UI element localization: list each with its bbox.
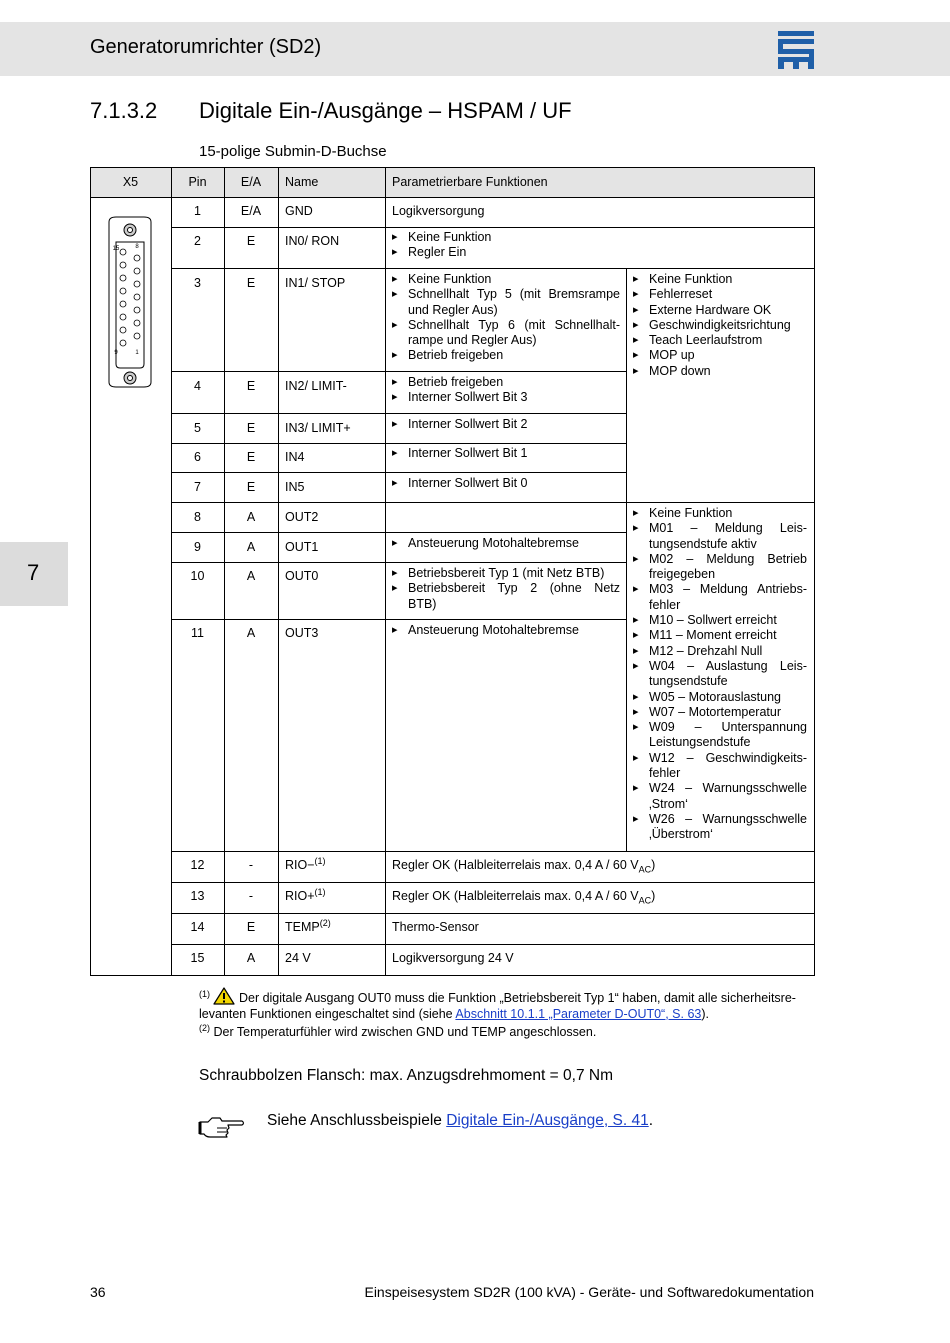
row-2-name: IN0/ RON bbox=[285, 234, 340, 248]
row-5-ea: E bbox=[246, 421, 256, 435]
footnote-1-link[interactable]: Abschnitt 10.1.1 „Parameter D-OUT0“, S. 63 bbox=[455, 1006, 702, 1021]
list-item: ▸ Keine Funktion bbox=[631, 272, 809, 287]
row-7-ea: E bbox=[246, 480, 256, 494]
row-13-ea: - bbox=[248, 889, 254, 903]
row-8-name: OUT2 bbox=[285, 510, 319, 524]
list-item: ▸ Keine Funktion bbox=[390, 272, 620, 287]
list-item-cont: freigegeben bbox=[649, 567, 716, 582]
row-11-pin: 11 bbox=[191, 626, 204, 640]
row-9-name: OUT1 bbox=[285, 540, 319, 554]
row-7-name: IN5 bbox=[285, 480, 305, 494]
list-item: ▸ Regler Ein bbox=[390, 245, 620, 260]
list-item: ▸ Keine Funktion bbox=[390, 230, 620, 245]
header-title: Generatorumrichter (SD2) bbox=[90, 36, 322, 58]
list-item: ▸ M02 – Meldung Betrieb bbox=[631, 552, 807, 567]
list-item: ▸ W12 – Geschwindigkeits- bbox=[631, 751, 807, 766]
connector-pin-label: 8 bbox=[135, 244, 139, 250]
row-6-func-list bbox=[390, 446, 620, 461]
row-3-pin: 3 bbox=[194, 276, 201, 290]
list-item: ▸ W07 – Motortemperatur bbox=[631, 705, 807, 720]
list-item: ▸ W24 – Warnungsschwelle bbox=[631, 781, 807, 796]
row-4-pin: 4 bbox=[194, 379, 201, 393]
list-item: ▸ W09 – Unterspannung bbox=[631, 720, 807, 735]
connector-pin-label: 9 bbox=[114, 350, 118, 356]
row-4-name: IN2/ LIMIT- bbox=[285, 379, 347, 393]
list-item: ▸ M10 – Sollwert erreicht bbox=[631, 613, 807, 628]
list-item: ▸ Interner Sollwert Bit 2 bbox=[390, 417, 620, 432]
row-15-name: 24 V bbox=[285, 951, 311, 965]
see-also-link[interactable]: Digitale Ein-/Ausgänge, S. 41 bbox=[446, 1112, 649, 1129]
row-1-func: Logikversorgung bbox=[392, 204, 485, 218]
list-item: ▸ W26 – Warnungsschwelle bbox=[631, 812, 807, 827]
page-header bbox=[0, 22, 950, 76]
row-14-ea: E bbox=[246, 920, 256, 934]
list-item: ▸ M01 – Meldung Leis- bbox=[631, 521, 807, 536]
row-14-name: TEMP$^{(2)}$ bbox=[285, 917, 331, 934]
row-11-name: OUT3 bbox=[285, 626, 319, 640]
row-4-ea: E bbox=[246, 379, 256, 393]
row-13-pin: 13 bbox=[190, 889, 205, 903]
row-3-func-list bbox=[390, 272, 620, 364]
row-15-pin: 15 bbox=[190, 951, 205, 965]
page-number: 36 bbox=[90, 1284, 106, 1300]
list-item: ▸ Interner Sollwert Bit 1 bbox=[390, 446, 620, 461]
list-item-cont: ‚Strom‘ bbox=[649, 796, 688, 811]
pointing-hand-icon bbox=[198, 1114, 246, 1140]
list-item: ▸ Interner Sollwert Bit 0 bbox=[390, 476, 620, 491]
input-group-func-list bbox=[631, 272, 809, 379]
list-item: ▸ Interner Sollwert Bit 3 bbox=[390, 390, 620, 405]
list-item: ▸ Betrieb freigeben bbox=[390, 348, 620, 363]
list-item: ▸ Betrieb freigeben bbox=[390, 375, 620, 390]
list-item-cont: und Regler Aus) bbox=[408, 302, 498, 317]
footnote-1-marker: (1) bbox=[199, 988, 210, 999]
connector-icon bbox=[106, 214, 156, 394]
row-10-pin: 10 bbox=[190, 569, 205, 583]
footnote-2 bbox=[199, 1022, 597, 1041]
row-14-pin: 14 bbox=[190, 920, 205, 934]
header-functions: Parametrierbare Funktionen bbox=[392, 175, 548, 189]
row-3-name: IN1/ STOP bbox=[285, 276, 346, 290]
row-15-func: Logikversorgung 24 V bbox=[392, 951, 514, 965]
list-item-cont: fehler bbox=[649, 766, 681, 781]
warning-icon bbox=[213, 987, 235, 1005]
connector-pin-label: 15 bbox=[112, 246, 120, 252]
row-5-pin: 5 bbox=[194, 421, 201, 435]
row-9-func-list bbox=[390, 536, 620, 551]
output-group-func-list bbox=[631, 506, 807, 843]
row-5-func-list bbox=[390, 417, 620, 432]
list-item: ▸ Keine Funktion bbox=[631, 506, 807, 521]
list-item-cont: fehler bbox=[649, 597, 681, 612]
footnote-2-marker: (2) bbox=[199, 1022, 210, 1033]
row-6-ea: E bbox=[246, 450, 256, 464]
footnote-2-text: Der Temperaturfühler wird zwischen GND und TEMP angeschlossen. bbox=[213, 1025, 597, 1039]
row-1-ea: E/A bbox=[240, 204, 262, 218]
section-number: 7.1.3.2 bbox=[90, 98, 158, 123]
row-2-pin: 2 bbox=[194, 234, 201, 248]
row-13-func: Regler OK (Halbleiterrelais max. 0,4 A / 60 $V_{AC}$) bbox=[392, 889, 656, 906]
row-2-func-list bbox=[390, 230, 620, 261]
pin-table bbox=[90, 167, 815, 976]
list-item: ▸ Betriebsbereit Typ 2 (ohne Netz bbox=[390, 581, 620, 596]
row-7-pin: 7 bbox=[194, 480, 201, 494]
row-7-func-list bbox=[390, 476, 620, 491]
list-item: ▸ Fehlerreset bbox=[631, 287, 809, 302]
row-1-name: GND bbox=[285, 204, 313, 218]
header-x5: X5 bbox=[122, 175, 139, 189]
header-name: Name bbox=[285, 175, 319, 189]
list-item: ▸ Schnellhalt Typ 5 (mit Bremsrampe bbox=[390, 287, 620, 302]
footnote-1: $^{(1)}$ Der digitale Ausgang OUT0 muss die Funktion „Betriebsbereit Typ 1“ haben, damit alle sicherheitsre- levanten Funktionen eingeschaltet sind (siehe Abschnitt 10.1.1 „Parameter D-OUT0“, S. 63). bbox=[199, 988, 796, 1021]
list-item: ▸ Teach Leerlaufstrom bbox=[631, 333, 809, 348]
row-12-name: RIO−$^{(1)}$ bbox=[285, 855, 326, 872]
list-item-cont: Leistungsendstufe bbox=[649, 735, 751, 750]
torque-note: Schraubbolzen Flansch: max. Anzugsdrehmoment = 0,7 Nm bbox=[199, 1067, 613, 1084]
row-2-ea: E bbox=[246, 234, 256, 248]
row-11-func-list bbox=[390, 623, 620, 638]
list-item: ▸ W05 – Motorauslastung bbox=[631, 690, 807, 705]
row-15-ea: A bbox=[246, 951, 256, 965]
row-5-name: IN3/ LIMIT+ bbox=[285, 421, 351, 435]
subheading: 15-polige Submin-D-Buchse bbox=[199, 143, 387, 160]
chapter-tab bbox=[0, 542, 68, 606]
row-10-func-list bbox=[390, 566, 620, 612]
row-12-func: Regler OK (Halbleiterrelais max. 0,4 A / 60 $V_{AC}$) bbox=[392, 858, 656, 875]
section-title: Digitale Ein-/Ausgänge – HSPAM / UF bbox=[199, 98, 572, 123]
list-item: ▸ MOP down bbox=[631, 364, 809, 379]
list-item-cont: BTB) bbox=[408, 596, 437, 611]
list-item: ▸ W04 – Auslastung Leis- bbox=[631, 659, 807, 674]
list-item: ▸ Geschwindigkeitsrichtung bbox=[631, 318, 809, 333]
list-item: ▸ Ansteuerung Motohaltebremse bbox=[390, 623, 620, 638]
list-item: ▸ MOP up bbox=[631, 348, 809, 363]
row-11-ea: A bbox=[246, 626, 256, 640]
list-item-cont: tungsendstufe aktiv bbox=[649, 536, 757, 551]
row-9-ea: A bbox=[246, 540, 256, 554]
row-14-func: Thermo-Sensor bbox=[392, 920, 479, 934]
list-item-cont: rampe und Regler Aus) bbox=[408, 333, 537, 348]
footer-doc-title: Einspeisesystem SD2R (100 kVA) - Geräte- und Softwaredokumentation bbox=[364, 1284, 814, 1300]
row-3-ea: E bbox=[246, 276, 256, 290]
list-item: ▸ M11 – Moment erreicht bbox=[631, 628, 807, 643]
list-item: ▸ Schnellhalt Typ 6 (mit Schnellhalt- bbox=[390, 318, 620, 333]
row-8-ea: A bbox=[246, 510, 256, 524]
list-item: ▸ Ansteuerung Motohaltebremse bbox=[390, 536, 620, 551]
row-10-name: OUT0 bbox=[285, 569, 319, 583]
row-12-pin: 12 bbox=[190, 858, 205, 872]
row-13-name: RIO+$^{(1)}$ bbox=[285, 886, 326, 903]
row-9-pin: 9 bbox=[194, 540, 201, 554]
row-12-ea: - bbox=[248, 858, 254, 872]
row-6-name: IN4 bbox=[285, 450, 305, 464]
list-item-cont: ‚Überstrom‘ bbox=[649, 827, 713, 842]
header-pin: Pin bbox=[188, 175, 207, 189]
list-item: ▸ Betriebsbereit Typ 1 (mit Netz BTB) bbox=[390, 566, 620, 581]
list-item: ▸ M12 – Drehzahl Null bbox=[631, 644, 807, 659]
row-8-pin: 8 bbox=[194, 510, 201, 524]
row-4-func-list bbox=[390, 375, 620, 406]
footnote-1-text: Der digitale Ausgang OUT0 muss die Funktion „Betriebsbereit Typ 1“ haben, damit alle sicherheitsre- bbox=[238, 991, 796, 1005]
row-1-pin: 1 bbox=[194, 204, 201, 218]
chapter-tab-label: 7 bbox=[27, 560, 40, 585]
list-item: ▸ M03 – Meldung Antriebs- bbox=[631, 582, 807, 597]
list-item: ▸ Externe Hardware OK bbox=[631, 303, 809, 318]
list-item-cont: tungsendstufe bbox=[649, 674, 728, 689]
row-6-pin: 6 bbox=[194, 450, 201, 464]
logo-icon bbox=[778, 31, 814, 69]
header-ea: E/A bbox=[240, 175, 262, 189]
row-10-ea: A bbox=[246, 569, 256, 583]
see-also: Siehe Anschlussbeispiele Digitale Ein-/Ausgänge, S. 41. bbox=[267, 1112, 654, 1129]
connector-pin-label: 1 bbox=[135, 350, 139, 356]
